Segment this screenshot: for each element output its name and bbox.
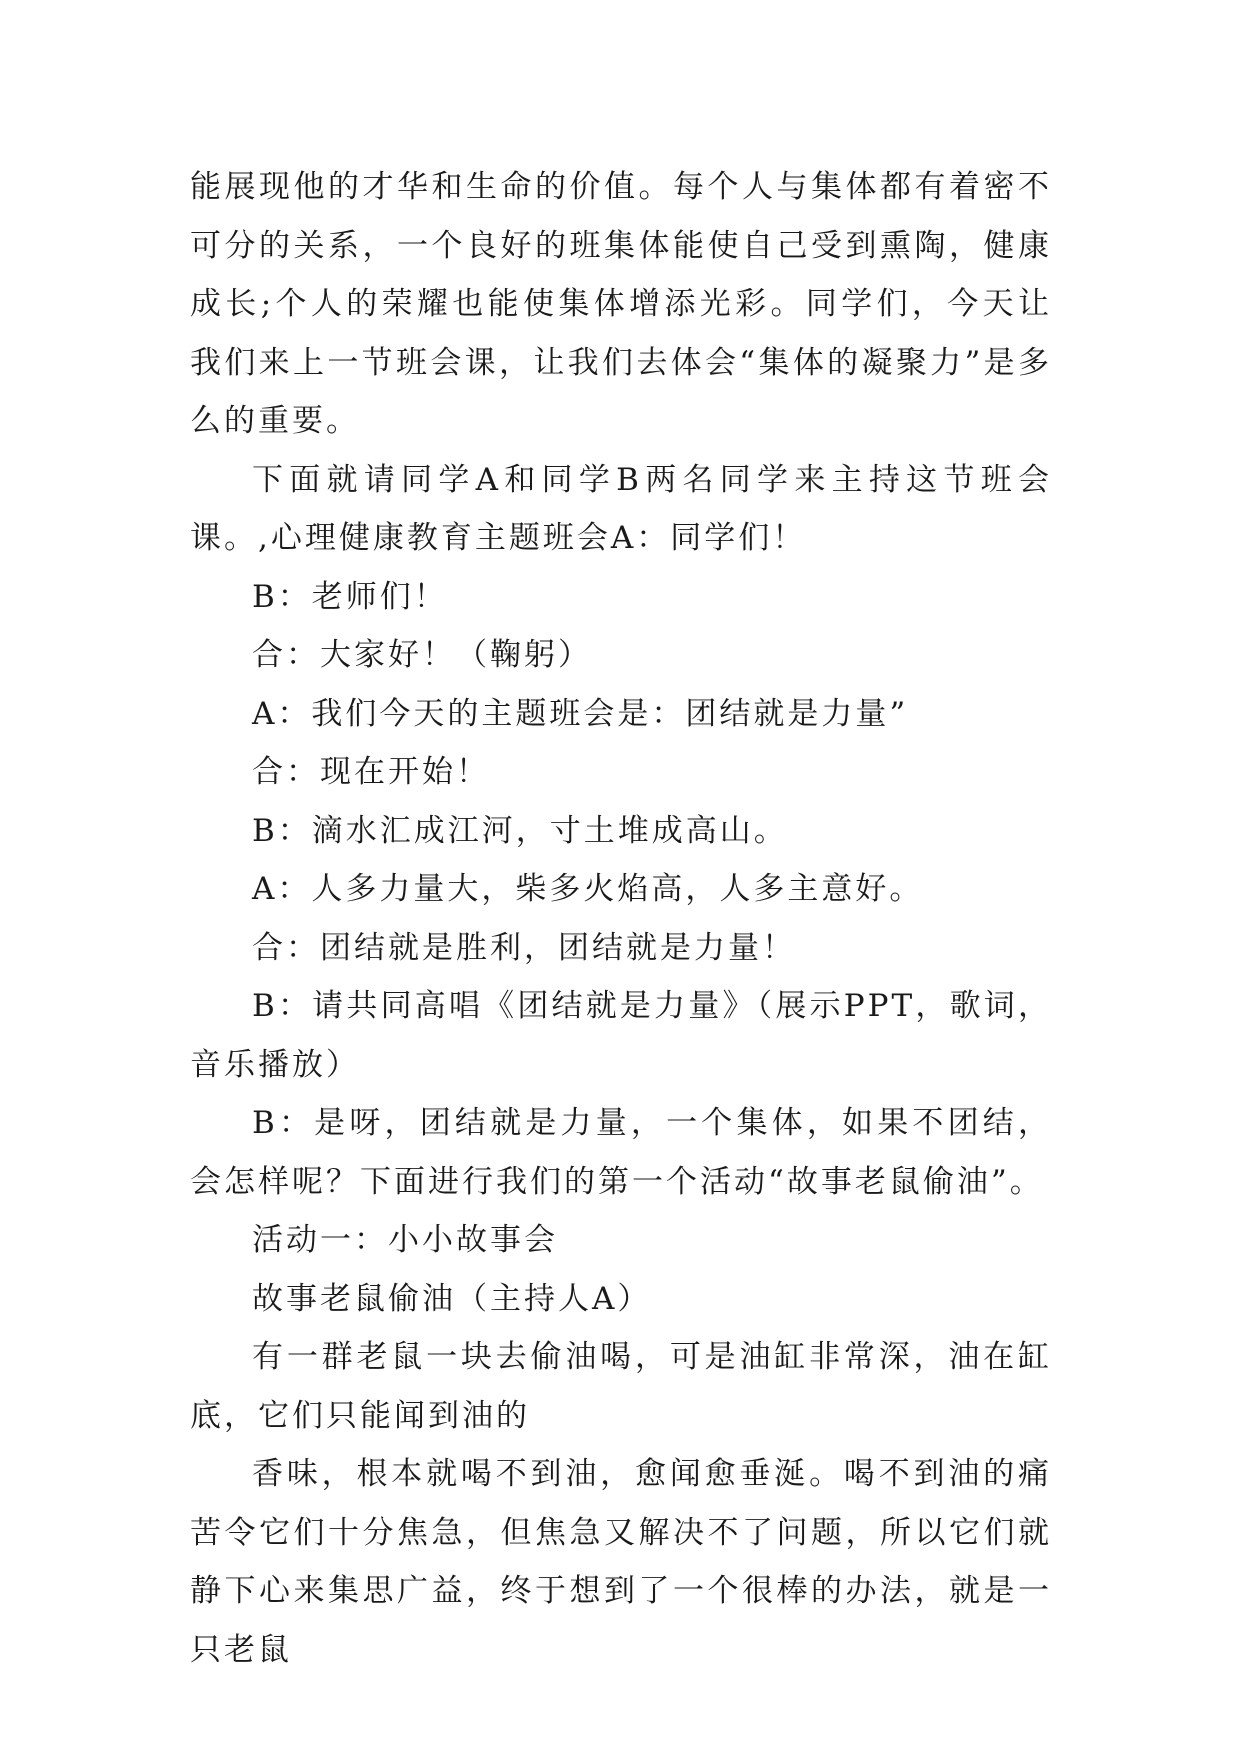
paragraph-13: 故事老鼠偷油（主持人A） xyxy=(252,1280,652,1317)
paragraph-14: 有一群老鼠一块去偷油喝，可是油缸非常深，油在缸底，它们只能闻到油的 xyxy=(190,1339,1052,1434)
paragraph-2: 下面就请同学A和同学B两名同学来主持这节班会课。,心理健康教育主题班会A：同学们！ xyxy=(190,461,1052,556)
paragraph-10: B：请共同高唱《团结就是力量》（展示PPT，歌词，音乐播放） xyxy=(190,988,1052,1083)
paragraph-3: B：老师们！ xyxy=(252,578,448,615)
paragraph-1: 能展现他的才华和生命的价值。每个人与集体都有着密不可分的关系，一个良好的班集体能使自己受到熏陶，健康成长;个人的荣耀也能使集体增添光彩。同学们，今天让我们来上一节班会课，让我们去体会“集体的凝聚力”是多么的重要。 xyxy=(190,169,1052,439)
paragraph-8: A：人多力量大，柴多火焰高，人多主意好。 xyxy=(252,871,924,907)
paragraph-9: 合：团结就是胜利，团结就是力量！ xyxy=(252,929,796,966)
paragraph-15: 香味，根本就喝不到油，愈闻愈垂涎。喝不到油的痛苦令它们十分焦急，但焦急又解决不了问题，所以它们就静下心来集思广益，终于想到了一个很棒的办法，就是一只老鼠 xyxy=(190,1456,1052,1668)
document-page xyxy=(190,158,1052,1679)
paragraph-4: 合：大家好！（鞠躬） xyxy=(252,637,592,673)
paragraph-7: B：滴水汇成江河，寸土堆成高山。 xyxy=(252,812,788,849)
paragraph-12: 活动一：小小故事会 xyxy=(252,1222,558,1258)
paragraph-11: B：是呀，团结就是力量，一个集体，如果不团结，会怎样呢？下面进行我们的第一个活动“故事老鼠偷油”。 xyxy=(190,1105,1052,1200)
paragraph-5: A：我们今天的主题班会是：团结就是力量” xyxy=(252,695,909,732)
paragraph-6: 合：现在开始！ xyxy=(252,754,490,790)
